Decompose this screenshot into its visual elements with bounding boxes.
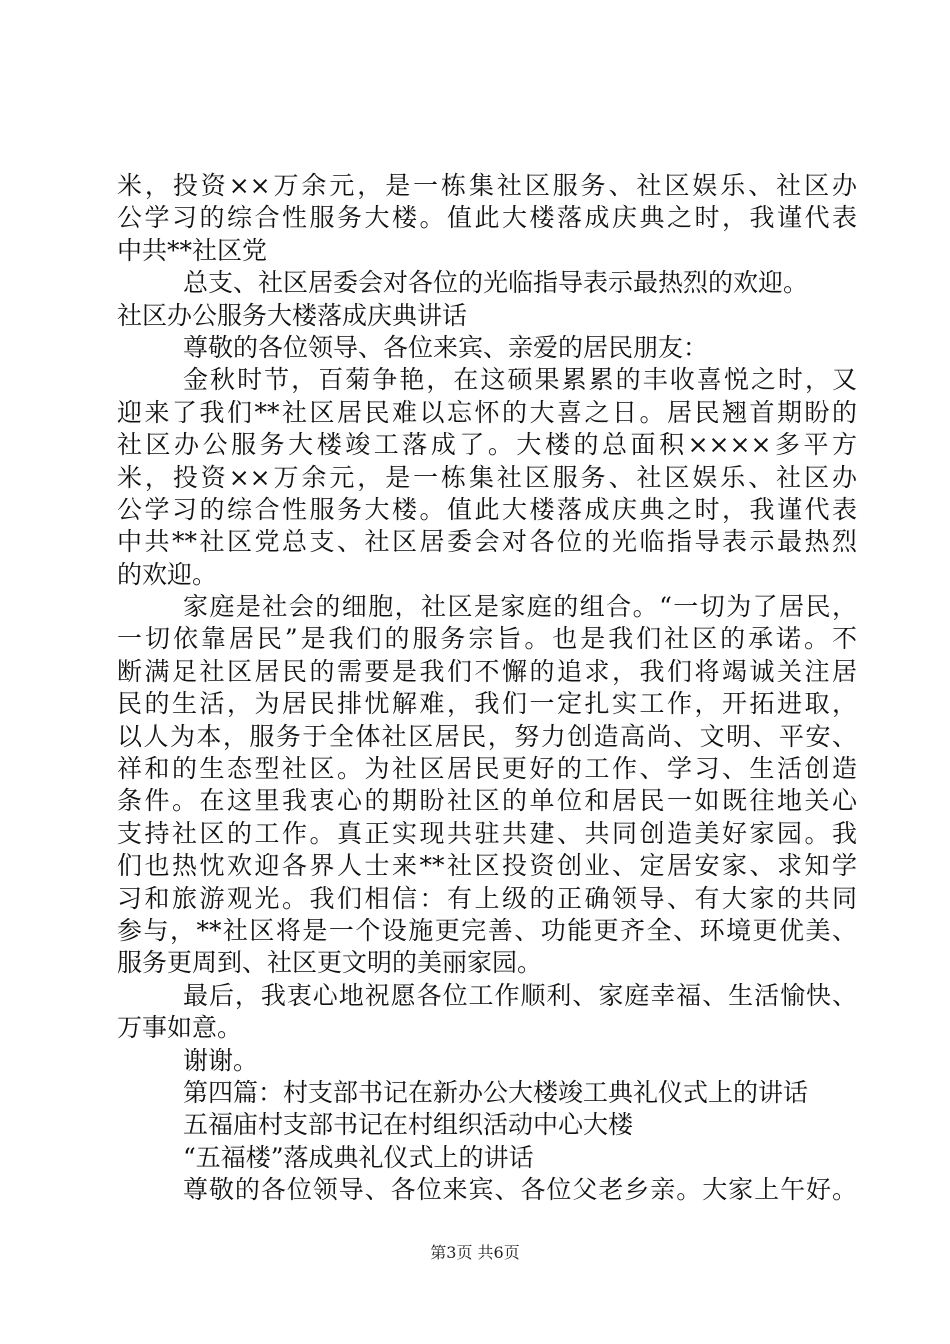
text-line: 五福庙村支部书记在村组织活动中心大楼: [183, 1110, 634, 1140]
text-line: 参与，**社区将是一个设施更完善、功能更齐全、环境更优美、: [117, 915, 857, 945]
document-body: [117, 170, 857, 1207]
text-line: 米，投资××万余元，是一栋集社区服务、社区娱乐、社区办: [117, 462, 857, 492]
text-line: 习和旅游观光。我们相信：有上级的正确领导、有大家的共同: [117, 883, 857, 913]
text-line: 万事如意。: [117, 1013, 243, 1043]
text-line: 条件。在这里我衷心的期盼社区的单位和居民一如既往地关心: [117, 786, 857, 816]
text-line: 总支、社区居委会对各位的光临指导表示最热烈的欢迎。: [183, 268, 809, 298]
text-line: 以人为本，服务于全体社区居民，努力创造高尚、文明、平安、: [117, 721, 857, 751]
text-line: 服务更周到、社区更文明的美丽家园。: [117, 948, 543, 978]
text-line: 金秋时节，百菊争艳，在这硕果累累的丰收喜悦之时，又: [183, 365, 857, 395]
text-line: 们也热忱欢迎各界人士来**社区投资创业、定居安家、求知学: [117, 851, 857, 881]
text-line: 公学习的综合性服务大楼。值此大楼落成庆典之时，我谨代表: [117, 494, 857, 524]
text-line: 米，投资××万余元，是一栋集社区服务、社区娱乐、社区办: [117, 171, 857, 200]
text-line: “五福楼”落成典礼仪式上的讲话: [183, 1142, 534, 1172]
text-line: 谢谢。: [183, 1045, 259, 1075]
text-line: 第四篇：村支部书记在新办公大楼竣工典礼仪式上的讲话: [183, 1077, 809, 1107]
text-line: 支持社区的工作。真正实现共驻共建、共同创造美好家园。我: [117, 818, 857, 848]
text-line: 尊敬的各位领导、各位来宾、各位父老乡亲。大家上午好。: [183, 1175, 857, 1205]
page-footer: 第3页 共6页: [430, 1243, 520, 1262]
text-line: 中共**社区党总支、社区居委会对各位的光临指导表示最热烈: [117, 527, 857, 557]
text-line: 迎来了我们**社区居民难以忘怀的大喜之日。居民翘首期盼的: [117, 397, 857, 427]
text-line: 公学习的综合性服务大楼。值此大楼落成庆典之时，我谨代表: [117, 203, 857, 233]
text-line: 中共**社区党: [117, 235, 268, 265]
text-line: 社区办公服务大楼落成庆典讲话: [117, 300, 468, 330]
text-line: 民的生活，为居民排忧解难，我们一定扎实工作，开拓进取，: [117, 689, 857, 719]
text-line: 断满足社区居民的需要是我们不懈的追求，我们将竭诚关注居: [117, 656, 857, 686]
text-line: 家庭是社会的细胞，社区是家庭的组合。“一切为了居民，: [183, 592, 857, 622]
text-line: 最后，我衷心地祝愿各位工作顺利、家庭幸福、生活愉快、: [183, 980, 857, 1010]
text-line: 一切依靠居民”是我们的服务宗旨。也是我们社区的承诺。不: [117, 624, 857, 654]
text-line: 祥和的生态型社区。为社区居民更好的工作、学习、生活创造: [117, 754, 857, 784]
text-line: 的欢迎。: [117, 559, 218, 589]
text-line: 尊敬的各位领导、各位来宾、亲爱的居民朋友：: [183, 332, 709, 362]
text-line: 社区办公服务大楼竣工落成了。大楼的总面积××××多平方: [117, 430, 857, 460]
